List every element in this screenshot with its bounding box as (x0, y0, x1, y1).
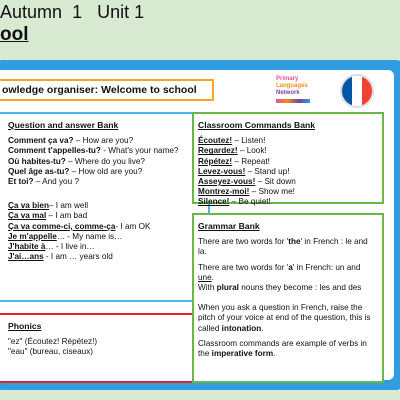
logo-line-2: Languages (276, 83, 308, 89)
qa-answer: J'habite à… - I live in… (8, 242, 95, 252)
phonics-box (0, 313, 210, 383)
grammar-paragraph: There are two words for 'the' in French : le and la. (198, 237, 368, 257)
phonics-heading: Phonics (8, 321, 42, 331)
grammar-bank (192, 213, 384, 383)
term-number: 1 (72, 2, 83, 22)
qa-answer: J'ai…ans - I am … years old (8, 252, 113, 262)
qa-answer: Ça va comme-ci, comme-ça- I am OK (8, 221, 151, 231)
phonics-item: "ez" (Écoutez! Répétez!) (8, 337, 98, 347)
unit-label: Unit 1 (97, 2, 145, 22)
grammar-paragraph: When you ask a question in French, raise the pitch of your voice at end of the question, this is called intonation. (198, 303, 371, 333)
phonics-item: "eau" (bureau, ciseaux) (8, 347, 94, 357)
term-label: Autumn (0, 2, 63, 22)
french-flag-icon (340, 74, 374, 108)
qa-heading: Question and answer Bank (8, 120, 119, 130)
grammar-paragraph: With plural nouns they become : les and des (198, 283, 362, 293)
command-item: Asseyez-vous! – Sit down (198, 177, 296, 187)
grammar-paragraph: Classroom commands are example of verbs in the imperative form. (198, 338, 367, 359)
commands-heading: Classroom Commands Bank (198, 120, 316, 130)
grammar-paragraph: There are two words for 'a' in French: un and une. (198, 262, 361, 282)
command-item: Répétez! – Repeat! (198, 156, 270, 166)
grammar-heading: Grammar Bank (198, 221, 260, 231)
organiser-title-box (0, 79, 214, 101)
logo-stripe (276, 99, 310, 103)
flag-blue (342, 76, 352, 106)
qa-answer: Ça va bien– I am well (8, 201, 89, 211)
qa-item: Comment ça va? – How are you? (8, 136, 134, 146)
topic-heading: ool (0, 24, 29, 45)
command-item: Montrez-moi! – Show me! (198, 187, 295, 197)
qa-item: Où habites-tu? – Where do you live? (8, 156, 145, 166)
unit-heading (0, 2, 144, 22)
command-item: Écoutez! – Listen! (198, 136, 266, 146)
classroom-commands-bank (192, 112, 384, 207)
logo-line-1: Primary (276, 76, 299, 82)
command-item: Regardez! – Look! (198, 146, 267, 156)
command-item: Levez-vous! – Stand up! (198, 166, 290, 176)
flag-red (362, 76, 372, 106)
qa-item: Comment t'appelles-tu? - What's your name? (8, 146, 179, 156)
logo-line-3: Network (276, 90, 300, 96)
qa-answer: Je m'appelle… - My name is… (8, 231, 123, 241)
qa-answer: Ça va mal – I am bad (8, 211, 88, 221)
question-answer-bank (0, 112, 210, 302)
flag-white (352, 76, 362, 106)
command-item: Silence! – Be quiet! (198, 197, 271, 207)
qa-item: Quel âge as-tu? – How old are you? (8, 166, 143, 176)
organiser-title: owledge organiser: Welcome to school (2, 84, 197, 96)
qa-item: Et toi? – And you ? (8, 177, 79, 187)
pln-logo (270, 74, 314, 106)
